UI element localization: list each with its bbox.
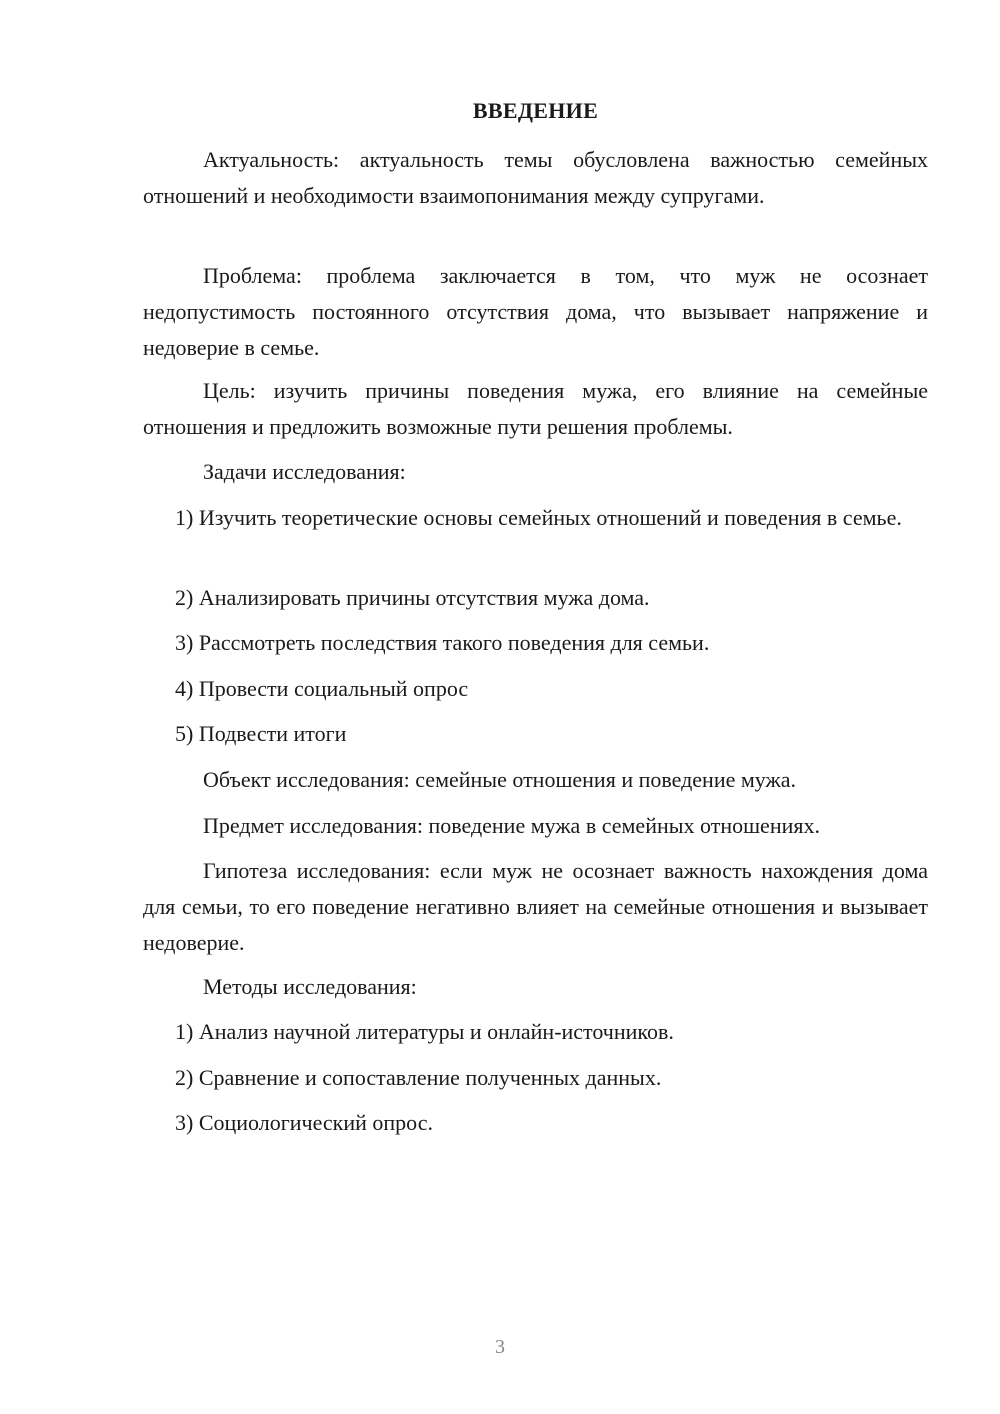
paragraph-goal: Цель: изучить причины поведения мужа, его влияние на семейные отношения и предложить возможные пути решения проблемы. [143, 378, 928, 439]
paragraph-object: Объект исследования: семейные отношения и поведение мужа. [203, 767, 796, 792]
paragraph-hypothesis: Гипотеза исследования: если муж не осознает важность нахождения дома для семьи, то его поведение негативно влияет на семейные отношения и вызывает недоверие. [143, 858, 928, 955]
page-number: 3 [495, 1336, 505, 1358]
list-item-method-3: 3) Социологический опрос. [175, 1110, 433, 1135]
page-title: ВВЕДЕНИЕ [472, 98, 599, 123]
list-item-task-4: 4) Провести социальный опрос [175, 676, 469, 701]
list-item-task-1: 1) Изучить теоретические основы семейных отношений и поведения в семье. [175, 505, 902, 530]
list-item-method-2: 2) Сравнение и сопоставление полученных данных. [175, 1065, 662, 1090]
paragraph-problem: Проблема: проблема заключается в том, что муж не осознает недопустимость постоянного отсутствия дома, что вызывает напряжение и недоверие в семье. [143, 263, 928, 360]
paragraph-relevance: Актуальность: актуальность темы обусловлена важностью семейных отношений и необходимости взаимопонимания между супругами. [143, 147, 928, 208]
list-item-task-2: 2) Анализировать причины отсутствия мужа дома. [175, 585, 650, 610]
list-item-task-3: 3) Рассмотреть последствия такого поведения для семьи. [175, 630, 710, 655]
paragraph-methods-heading: Методы исследования: [203, 974, 417, 999]
paragraph-subject: Предмет исследования: поведение мужа в семейных отношениях. [203, 813, 820, 838]
paragraph-tasks-heading: Задачи исследования: [203, 459, 406, 484]
list-item-task-5: 5) Подвести итоги [175, 721, 347, 746]
list-item-method-1: 1) Анализ научной литературы и онлайн-источников. [175, 1019, 674, 1044]
